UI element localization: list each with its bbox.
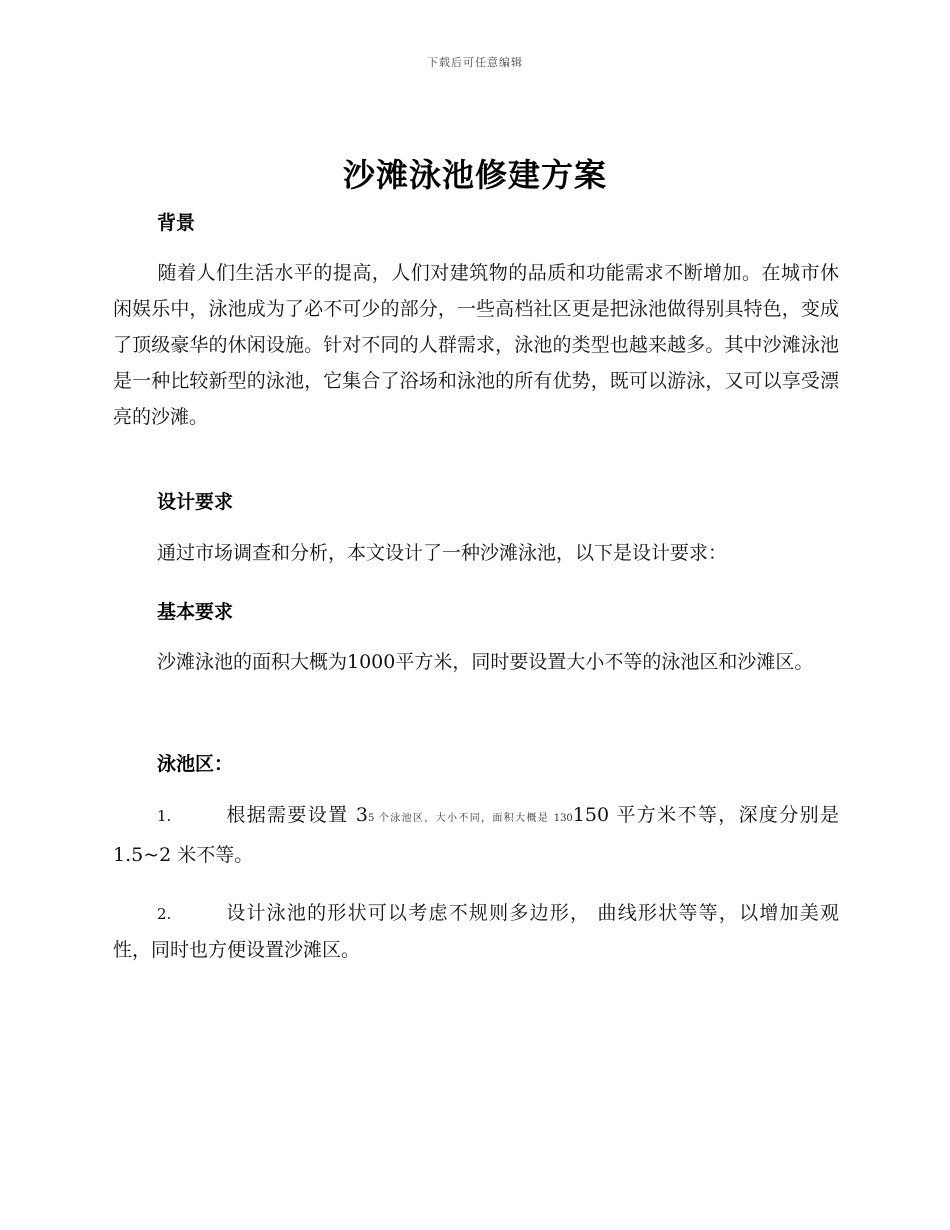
design-paragraph [113,535,839,571]
background-paragraph [113,255,839,435]
section-heading-pool-area: 泳池区： [157,753,234,775]
background-text: 随着人们生活水平的提高，人们对建筑物的品质和功能需求不断增加。在城市休闲娱乐中，泳池成为了必不可少的部分，一些高档社区更是把泳池做得别具特色，变成了顶级豪华的休闲设施。针对不同的人群需求，泳池的类型也越来越多。其中沙滩泳池是一种比较新型的泳池，它集合了浴场和泳池的所有优势，既可以游泳，又可以享受漂亮的沙滩。 [113,262,839,428]
document-title: 沙滩泳池修建方案 [342,156,607,194]
section-heading-basic: 基本要求 [157,601,234,623]
pool-item-1 [113,797,839,873]
item-text-b: 150 平方米不等，深度分别是 1.5~2 米不等。 [113,804,839,866]
item-text: 设计泳池的形状可以考虑不规则多边形， 曲线形状等等，以增加美观性，同时也方便设置沙滩区。 [113,902,839,961]
basic-paragraph [113,644,839,680]
section-heading-background: 背景 [157,212,196,234]
design-text: 通过市场调查和分析，本文设计了一种沙滩泳池，以下是设计要求： [157,542,728,564]
item-text-small: 5 个泳池区，大小不同，面积大概是 130 [367,813,573,824]
item-text-a: 根据需要设置 3 [225,804,368,826]
header-note: 下载后可任意编辑 [427,56,523,69]
section-heading-design: 设计要求 [157,491,234,513]
item-number: 2. [157,905,172,923]
pool-item-2 [113,895,839,968]
basic-text: 沙滩泳池的面积大概为1000平方米，同时要设置大小不等的泳池区和沙滩区。 [157,651,814,673]
item-number: 1. [157,807,172,825]
